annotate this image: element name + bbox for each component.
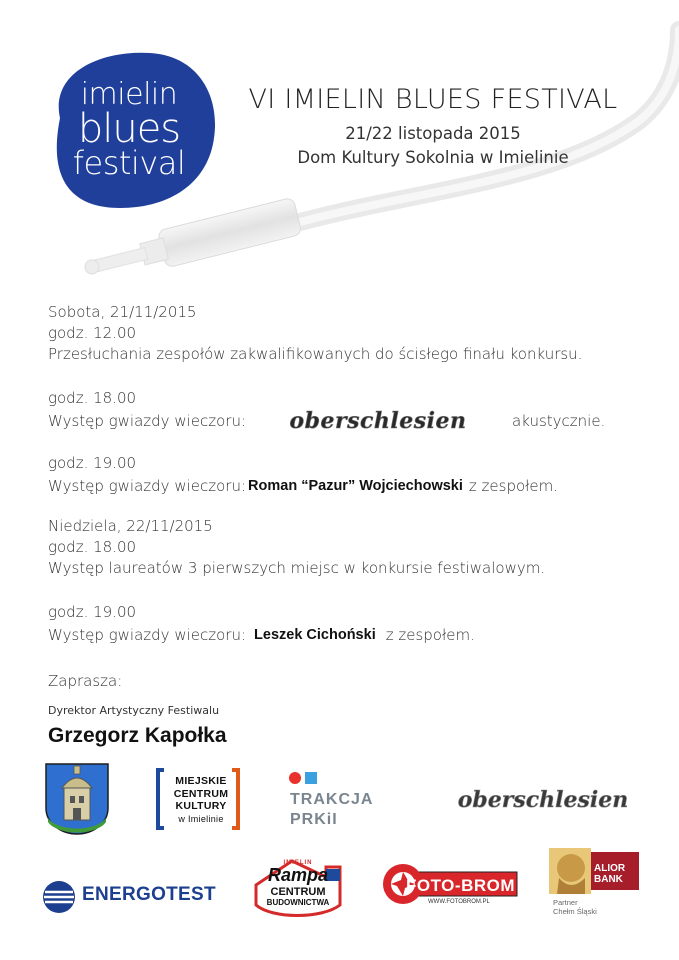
oberschlesien-sponsor-logo [446,780,640,816]
rampa-logo [258,860,338,907]
rampa-top: IMIELIN [283,860,313,866]
festival-title: VI IMIELIN BLUES FESTIVAL [248,84,618,115]
alior-partner-line-2: Chełm Śląski [553,907,597,916]
rampa-name: Rampa [267,865,329,885]
mck-line-4: w Imielinie [178,813,224,824]
poster-header [218,84,648,169]
rampa-line-1: CENTRUM [270,886,326,898]
day-2-heading: Niedziela, 22/11/2015 [48,517,213,535]
fotobrom-url: WWW.FOTOBROM.PL [428,899,490,905]
alior-partner-label [553,898,597,916]
trakcja-line-2: PRKiI [290,811,338,828]
alior-line-1: ALIOR [594,863,626,874]
oberschlesien-band-logo [258,408,498,434]
alior-bank-logo [594,863,625,885]
logo-wordmark [40,78,218,180]
event-4-time: godz. 18.00 [48,538,137,556]
energotest-icon [42,880,76,914]
day-1-heading: Sobota, 21/11/2015 [48,303,197,321]
event-2-prefix: Występ gwiazdy wieczoru: [48,412,247,430]
event-3-row [48,474,658,498]
event-1-description: Przesłuchania zespołów zakwalifikowanych do ścisłego finału konkursu. [48,345,583,363]
rampa-line-2: BUDOWNICTWA [266,898,330,907]
event-3-time: godz. 19.00 [48,454,137,472]
event-5-row [48,623,658,647]
event-1-time: godz. 12.00 [48,324,137,342]
logo-line-1: imielin [80,77,178,112]
alior-partner-line-1: Partner [553,898,578,907]
festival-dates: 21/22 listopada 2015 [345,124,521,143]
alior-line-2: BANK [594,874,623,885]
event-5-time: godz. 19.00 [48,603,137,621]
event-5-suffix: z zespołem. [385,626,475,644]
oberschlesien-sponsor-text: oberschlesien [457,787,629,813]
energotest-logo: ENERGOTEST [82,884,216,905]
event-2-suffix: akustycznie. [512,412,606,430]
event-3-suffix: z zespołem. [468,477,559,495]
fotobrom-logo: FOTO-BROM [406,876,516,895]
invite-label: Zaprasza: [48,672,123,690]
trakcja-line-1: TRAKCJA [290,791,374,808]
event-5-prefix: Występ gwiazdy wieczoru: [48,626,247,644]
logo-line-2: blues [77,106,181,152]
event-2-band: oberschlesien [289,408,467,434]
mck-line-3: KULTURY [175,800,227,812]
trakcja-logo [290,790,373,830]
festival-venue: Dom Kultury Sokolnia w Imielinie [297,148,569,167]
mck-logo [170,775,232,825]
event-5-artist: Leszek Cichoński [254,627,376,643]
event-2-time: godz. 18.00 [48,389,137,407]
event-4-description: Występ laureatów 3 pierwszych miejsc w konkursie festiwalowym. [48,559,546,577]
event-3-artist: Roman “Pazur” Wojciechowski [248,478,463,494]
event-2-row [48,409,658,433]
mck-line-1: MIEJSKIE [175,775,227,787]
event-3-prefix: Występ gwiazdy wieczoru: [48,477,247,495]
logo-line-3: festival [72,144,186,182]
director-name: Grzegorz Kapołka [48,724,227,747]
imielin-coat-of-arms-icon [44,762,110,836]
trakcja-squares-icon [289,771,321,785]
mck-line-2: CENTRUM [173,787,229,800]
director-role: Dyrektor Artystyczny Festiwalu [48,704,220,717]
festival-program [48,302,658,647]
